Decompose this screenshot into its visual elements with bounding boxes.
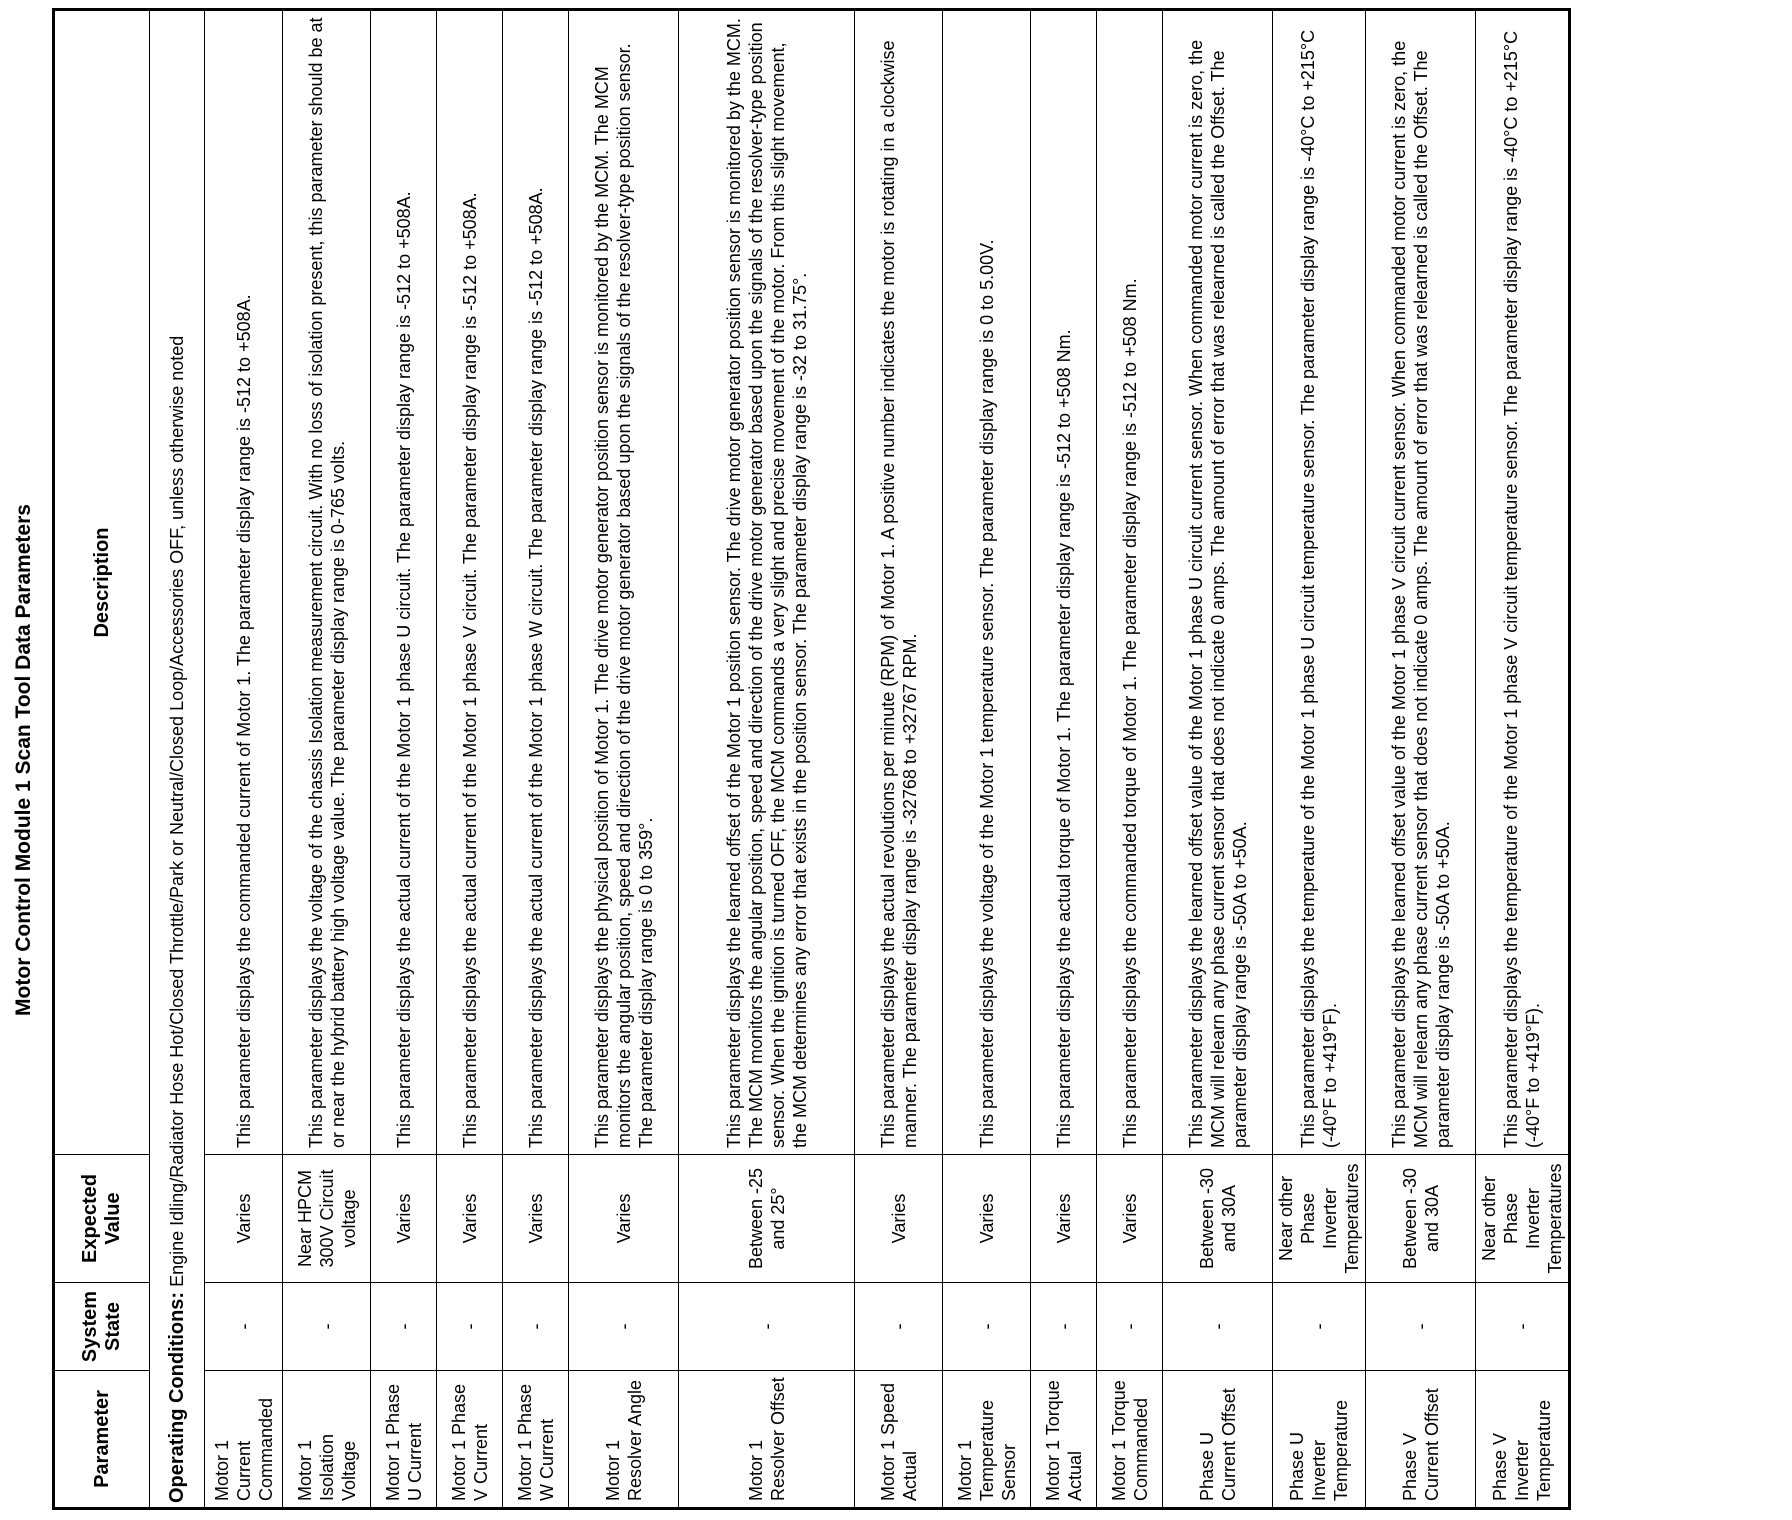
table-row [1097, 10, 1163, 1509]
parameter-cell: Motor 1 Phase W Current [503, 1371, 569, 1509]
description-cell: This parameter displays the actual revolutions per minute (RPM) of Motor 1. A positive number indicates the motor is rotating in a clockwise manner. The parameter display range is -32768 to +32767 RPM. [855, 10, 943, 1155]
system-state-cell: - [679, 1283, 855, 1371]
parameter-cell: Motor 1 Torque Actual [1031, 1371, 1097, 1509]
expected-value-cell: Varies [569, 1155, 679, 1283]
description-cell: This parameter displays the voltage of the Motor 1 temperature sensor. The parameter display range is 0 to 5.00V. [943, 10, 1031, 1155]
expected-value-cell: Near other Phase Inverter Temperatures [1273, 1155, 1366, 1283]
parameter-cell: Motor 1 Speed Actual [855, 1371, 943, 1509]
expected-value-cell: Near HPCM 300V Circuit voltage [283, 1155, 371, 1283]
description-cell: This parameter displays the actual current of the Motor 1 phase U circuit. The parameter display range is -512 to +508A. [371, 10, 437, 1155]
parameter-cell: Motor 1 Temperature Sensor [943, 1371, 1031, 1509]
table-row [437, 10, 503, 1509]
system-state-cell: - [205, 1283, 283, 1371]
system-state-cell: - [283, 1283, 371, 1371]
table-row [943, 10, 1031, 1509]
table-row [503, 10, 569, 1509]
system-state-cell: - [503, 1283, 569, 1371]
parameter-cell: Motor 1 Isolation Voltage [283, 1371, 371, 1509]
header-system-state: System State [54, 1283, 150, 1371]
operating-conditions-label: Operating Conditions: [166, 1291, 188, 1503]
system-state-cell: - [1163, 1283, 1273, 1371]
header-row [54, 10, 150, 1509]
expected-value-cell: Between -30 and 30A [1163, 1155, 1273, 1283]
expected-value-cell: Varies [205, 1155, 283, 1283]
operating-conditions-text: Engine Idling/Radiator Hose Hot/Closed Throttle/Park or Neutral/Closed Loop/Accessories OFF, unless otherwise noted [167, 335, 187, 1287]
description-cell: This parameter displays the temperature of the Motor 1 phase U circuit temperature sensor. The parameter display range is -40°C to +215°C (-40°F to +419°F). [1273, 10, 1366, 1155]
table-row [855, 10, 943, 1509]
system-state-cell: - [1476, 1283, 1570, 1371]
header-expected-value: Expected Value [54, 1155, 150, 1283]
expected-value-cell: Varies [371, 1155, 437, 1283]
description-cell: This parameter displays the physical position of Motor 1. The drive motor generator position sensor is monitored by the MCM. The MCM monitors the angular position, speed and direction of the drive motor generator based upon the signals of the resolver-type position sensor. The parameter display range is 0 to 359°. [569, 10, 679, 1155]
parameter-cell: Motor 1 Resolver Angle [569, 1371, 679, 1509]
parameter-cell: Motor 1 Phase U Current [371, 1371, 437, 1509]
document-title: Motor Control Module 1 Scan Tool Data Parameters [12, 504, 35, 1016]
parameter-cell: Motor 1 Torque Commanded [1097, 1371, 1163, 1509]
header-description: Description [54, 10, 150, 1155]
parameter-cell: Phase U Inverter Temperature [1273, 1371, 1366, 1509]
expected-value-cell: Between -30 and 30A [1366, 1155, 1476, 1283]
operating-conditions [150, 10, 205, 1509]
expected-value-cell: Between -25 and 25° [679, 1155, 855, 1283]
parameter-cell: Motor 1 Resolver Offset [679, 1371, 855, 1509]
description-cell: This parameter displays the temperature of the Motor 1 phase V circuit temperature sensor. The parameter display range is -40°C to +215°C (-40°F to +419°F). [1476, 10, 1570, 1155]
expected-value-cell: Varies [437, 1155, 503, 1283]
table-row [569, 10, 679, 1509]
table-row [283, 10, 371, 1509]
expected-value-cell: Varies [1031, 1155, 1097, 1283]
system-state-cell: - [1273, 1283, 1366, 1371]
table-row [1031, 10, 1097, 1509]
parameter-cell: Motor 1 Current Commanded [205, 1371, 283, 1509]
system-state-cell: - [855, 1283, 943, 1371]
parameter-cell: Phase V Current Offset [1366, 1371, 1476, 1509]
system-state-cell: - [1031, 1283, 1097, 1371]
description-cell: This parameter displays the learned offset of the Motor 1 position sensor. The drive motor generator position sensor is monitored by the MCM. The MCM monitors the angular position, speed and direction of the drive motor generator based upon the signals of the resolver-type position sensor. When the ignition is turned OFF, the MCM commands a very slight and precise movement of the motor. From this slight movement, the MCM determines any error that exists in the position sensor. The parameter display range is -32 to 31.75°. [679, 10, 855, 1155]
table-row [1273, 10, 1366, 1509]
description-cell: This parameter displays the actual torque of Motor 1. The parameter display range is -512 to +508 Nm. [1031, 10, 1097, 1155]
operating-conditions-row [150, 10, 205, 1509]
system-state-cell: - [569, 1283, 679, 1371]
system-state-cell: - [437, 1283, 503, 1371]
parameter-cell: Phase U Current Offset [1163, 1371, 1273, 1509]
expected-value-cell: Varies [503, 1155, 569, 1283]
description-cell: This parameter displays the voltage of the chassis Isolation measurement circuit. With no loss of isolation present, this parameter should be at or near the hybrid battery high voltage value. The parameter display range is 0-765 volts. [283, 10, 371, 1155]
system-state-cell: - [371, 1283, 437, 1371]
table-row [1476, 10, 1570, 1509]
expected-value-cell: Near other Phase Inverter Temperatures [1476, 1155, 1570, 1283]
expected-value-cell: Varies [1097, 1155, 1163, 1283]
parameter-cell: Phase V Inverter Temperature [1476, 1371, 1570, 1509]
description-cell: This parameter displays the learned offset value of the Motor 1 phase U circuit current sensor. When commanded motor current is zero, the MCM will relearn any phase current sensor that does not indicate 0 amps. The amount of error that was relearned is called the Offset. The parameter display range is -50A to +50A. [1163, 10, 1273, 1155]
parameter-cell: Motor 1 Phase V Current [437, 1371, 503, 1509]
description-cell: This parameter displays the actual current of the Motor 1 phase W circuit. The parameter display range is -512 to +508A. [503, 10, 569, 1155]
expected-value-cell: Varies [943, 1155, 1031, 1283]
expected-value-cell: Varies [855, 1155, 943, 1283]
system-state-cell: - [1366, 1283, 1476, 1371]
table-row [205, 10, 283, 1509]
table-row [371, 10, 437, 1509]
description-cell: This parameter displays the commanded torque of Motor 1. The parameter display range is -512 to +508 Nm. [1097, 10, 1163, 1155]
header-parameter: Parameter [54, 1371, 150, 1509]
system-state-cell: - [943, 1283, 1031, 1371]
description-cell: This parameter displays the actual current of the Motor 1 phase V circuit. The parameter display range is -512 to +508A. [437, 10, 503, 1155]
system-state-cell: - [1097, 1283, 1163, 1371]
table-row [1163, 10, 1273, 1509]
scan-tool-data-table [52, 8, 1571, 1510]
table-row [1366, 10, 1476, 1509]
description-cell: This parameter displays the learned offset value of the Motor 1 phase V circuit current sensor. When commanded motor current is zero, the MCM will relearn any phase current sensor that does not indicate 0 amps. The amount of error that was relearned is called the Offset. The parameter display range is -50A to +50A. [1366, 10, 1476, 1155]
table-row [679, 10, 855, 1509]
description-cell: This parameter displays the commanded current of Motor 1. The parameter display range is -512 to +508A. [205, 10, 283, 1155]
